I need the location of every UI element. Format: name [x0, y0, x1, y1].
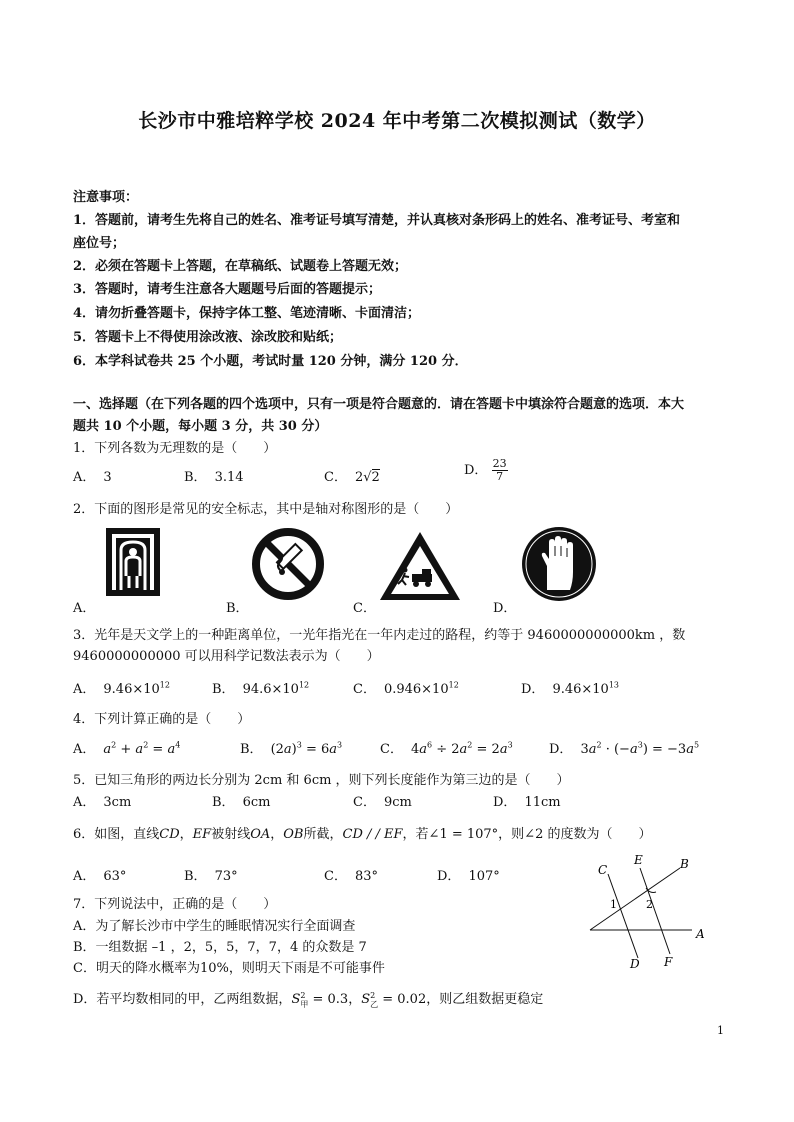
notice-item-2: 2．必须在答题卡上答题，在草稿纸、试题卷上答题无效； [73, 259, 408, 274]
fig-label-f: F [664, 955, 673, 969]
fig-label-angle-1: 1 [610, 898, 617, 911]
q6-stem: 6．如图，直线CD，EF被射线OA，OB所截，CD / / EF，若∠1 = 107°，则∠2 的度数为（ ） [73, 827, 652, 842]
q3-stem-line2: 9460000000000 可以用科学记数法表示为（ ） [73, 649, 380, 664]
fig-label-angle-2: 2 [646, 898, 653, 911]
q1-stem: 1．下列各数为无理数的是（ ） [73, 441, 277, 456]
q7-option-c: C．明天的降水概率为10%，则明天下雨是不可能事件 [73, 961, 385, 976]
line-cd [608, 874, 638, 958]
q7-stem: 7．下列说法中，正确的是（ ） [73, 897, 277, 912]
notice-heading: 注意事项： [73, 190, 139, 205]
q4-option-c: C． $4a^6 \div 2a^2 = 2a^3$ [380, 740, 513, 757]
q3-option-d: D． $9.46\times 10^{13}$ [521, 680, 620, 697]
q3-option-b: B． $94.6\times 10^{12}$ [212, 680, 310, 697]
fig-label-b: B [680, 857, 689, 871]
notice-item-3: 3．答题时，请考生注意各大题题号后面的答题提示； [73, 282, 382, 297]
q2-sign-a-image [106, 528, 160, 596]
q5-option-a: A． 3cm [73, 795, 132, 810]
q2-label-d: D． [493, 601, 517, 616]
notice-item-6: 6．本学科试卷共 25 个小题，考试时量 120 分钟，满分 120 分． [73, 354, 468, 369]
q7-option-b: B．一组数据 –1 ，2，5，5，7，7，4 的众数是 7 [73, 940, 367, 955]
q1-option-c: C． 2√2 [324, 470, 380, 485]
q6-option-d: D． 107° [437, 869, 500, 884]
q6-option-c: C． 83° [324, 869, 378, 884]
section-heading-line2: 题共 10 个小题，每小题 3 分，共 30 分） [73, 419, 328, 434]
q2-sign-c-image [378, 530, 462, 602]
q2-label-a: A． [73, 601, 96, 616]
line-ef [640, 868, 670, 954]
q7-option-d: D．若平均数相同的甲，乙两组数据，S 2 甲 = 0.3，S 2 乙 = 0.02，则乙组数据更稳定 [73, 990, 544, 1009]
q1-option-b: B． 3.14 [184, 470, 244, 485]
notice-item-1: 1．答题前，请考生先将自己的姓名、准考证号填写清楚，并认真核对条形码上的姓名、准考证号、考室和 [73, 213, 681, 228]
q1-option-d: D． $\frac{23}{7}$ [464, 457, 507, 483]
q3-option-a: A． $9.46\times 10^{12}$ [73, 680, 170, 697]
section-heading-line1: 一、选择题（在下列各题的四个选项中，只有一项是符合题意的．请在答题卡中填涂符合题意的选项．本大 [73, 397, 685, 412]
q5-option-c: C． 9cm [353, 795, 412, 810]
q4-option-b: B． $(2a)^3 = 6a^3$ [240, 740, 343, 757]
q2-label-c: C． [353, 601, 376, 616]
q5-option-b: B． 6cm [212, 795, 271, 810]
notice-item-1-cont: 座位号； [73, 236, 126, 251]
q6-option-a: A． 63° [73, 869, 127, 884]
q4-stem: 4．下列计算正确的是（ ） [73, 712, 251, 727]
q5-option-d: D． 11cm [493, 795, 561, 810]
q3-stem-line1: 3．光年是天文学上的一种距离单位，一光年指光在一年内走过的路程，约等于 9460000000000km ，数 [73, 628, 686, 643]
q2-sign-d-image [520, 526, 598, 602]
fig-label-c: C [598, 863, 608, 877]
q3-option-c: C． $0.946\times 10^{12}$ [353, 680, 459, 697]
sqrt-symbol: √ [363, 470, 372, 485]
q2-sign-b-image [252, 528, 324, 600]
q6-geometry-figure [584, 850, 714, 975]
fig-label-e: E [634, 853, 643, 867]
page-number: 1 [717, 1024, 724, 1037]
q7-option-a: A．为了解长沙市中学生的睡眠情况实行全面调查 [73, 919, 356, 934]
fig-label-a: A [696, 927, 705, 941]
q4-option-a: A． $a^2 + a^2 = a^4$ [73, 740, 181, 757]
page-title: 长沙市中雅培粹学校 2024 年中考第二次模拟测试（数学） [138, 110, 656, 132]
fig-label-d: D [630, 957, 640, 971]
q1-option-a: A． 3 [73, 470, 112, 485]
ray-ob [590, 868, 680, 930]
q6-option-b: B． 73° [184, 869, 238, 884]
q5-stem: 5．已知三角形的两边长分别为 2cm 和 6cm ，则下列长度能作为第三边的是（ ） [73, 773, 570, 788]
q2-label-b: B． [226, 601, 249, 616]
q1-fraction: $\frac{23}{7}$ [492, 457, 507, 483]
q2-stem: 2．下面的图形是常见的安全标志，其中是轴对称图形的是（ ） [73, 502, 459, 517]
notice-item-4: 4．请勿折叠答题卡，保持字体工整、笔迹清晰、卡面清洁； [73, 306, 421, 321]
notice-item-5: 5．答题卡上不得使用涂改液、涂改胶和贴纸； [73, 330, 343, 345]
q4-option-d: D． $3a^2 \cdot (-a^3) = -3a^5$ [549, 740, 700, 757]
